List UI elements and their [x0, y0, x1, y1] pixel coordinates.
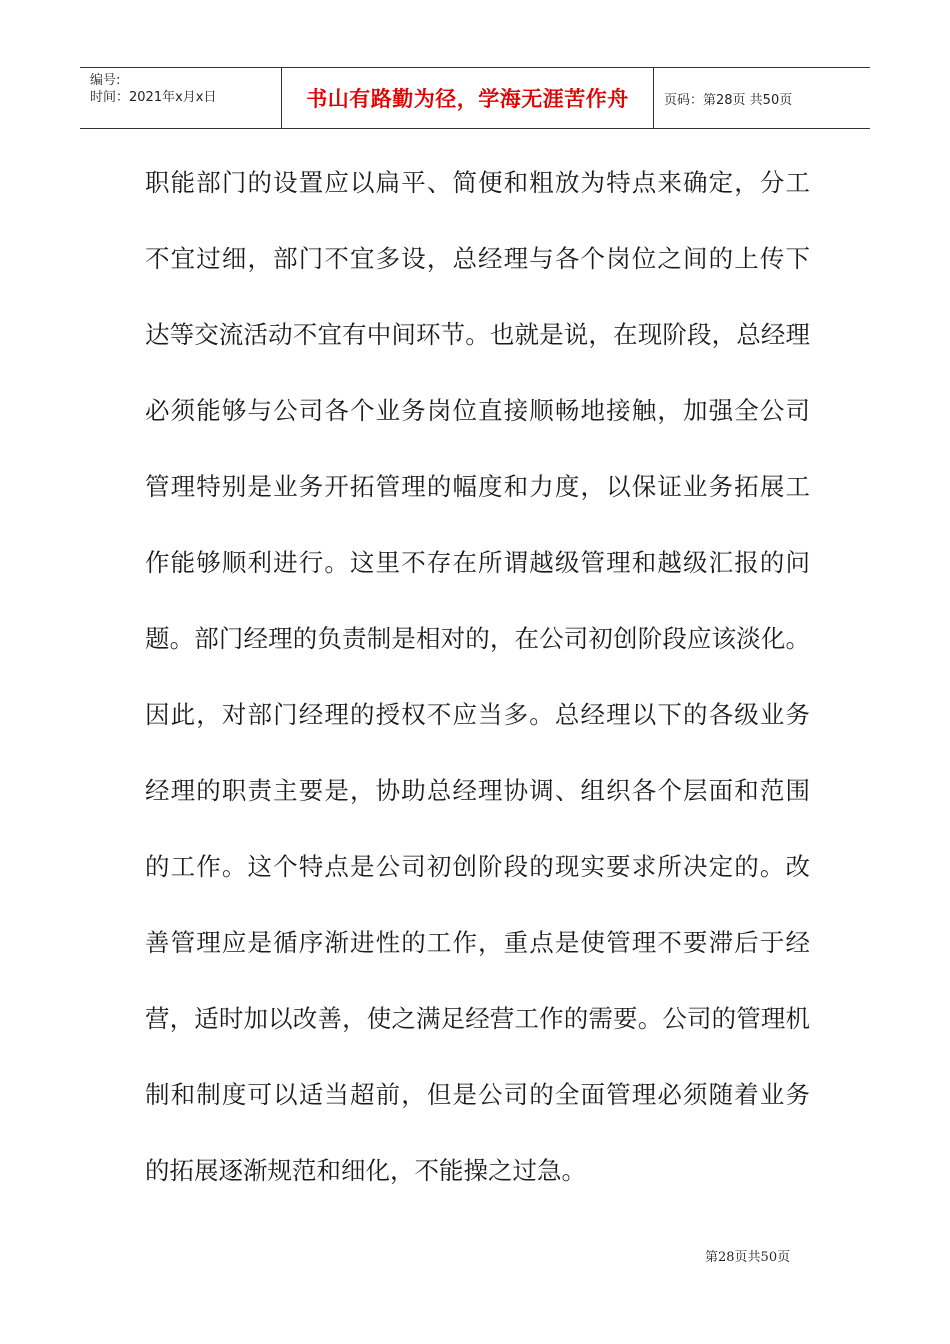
- body-line: 的拓展逐渐规范和细化，不能操之过急。: [145, 1156, 586, 1185]
- body-line: 职能部门的设置应以扁平、简便和粗放为特点来确定，分工: [145, 168, 810, 197]
- header-motto: 书山有路勤为径，学海无涯苦作舟: [282, 68, 654, 128]
- body-line: 经理的职责主要是，协助总经理协调、组织各个层面和范围: [145, 776, 810, 805]
- page-footer: 第28页共50页: [705, 1250, 791, 1265]
- document-number: 编号:: [90, 73, 121, 88]
- body-line: 营，适时加以改善，使之满足经营工作的需要。公司的管理机: [145, 1004, 810, 1033]
- body-line: 因此，对部门经理的授权不应当多。总经理以下的各级业务: [145, 700, 810, 729]
- document-time: 时间：2021年x月x日: [90, 90, 217, 105]
- body-line: 善管理应是循序渐进性的工作，重点是使管理不要滞后于经: [145, 928, 810, 957]
- header-page-info: 页码：第28页 共50页: [664, 92, 793, 108]
- document-body: [145, 145, 810, 1209]
- page-header: [80, 67, 870, 129]
- body-line: 管理特别是业务开拓管理的幅度和力度，以保证业务拓展工: [145, 472, 810, 501]
- body-line: 达等交流活动不宜有中间环节。也就是说，在现阶段，总经理: [145, 320, 810, 349]
- body-line: 必须能够与公司各个业务岗位直接顺畅地接触，加强全公司: [145, 396, 810, 425]
- body-line: 题。部门经理的负责制是相对的，在公司初创阶段应该淡化。: [145, 624, 810, 653]
- body-line: 制和制度可以适当超前，但是公司的全面管理必须随着业务: [145, 1080, 810, 1109]
- header-meta: [80, 68, 282, 128]
- body-line: 不宜过细，部门不宜多设，总经理与各个岗位之间的上传下: [145, 244, 810, 273]
- body-line: 作能够顺利进行。这里不存在所谓越级管理和越级汇报的问: [145, 548, 810, 577]
- body-line: 的工作。这个特点是公司初创阶段的现实要求所决定的。改: [145, 852, 810, 881]
